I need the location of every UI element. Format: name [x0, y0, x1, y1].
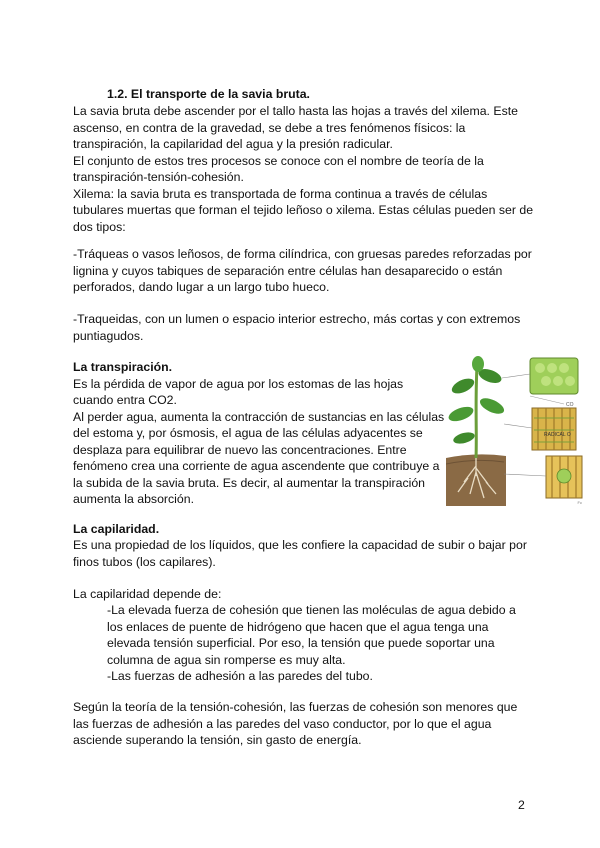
capilaridad-depends-line: -La elevada fuerza de cohesión que tienen las moléculas de agua debido a [107, 603, 516, 617]
intro-line: La savia bruta debe ascender por el tallo hasta las hojas a través del xilema. Este [73, 104, 518, 118]
capilaridad-depends-line: -Las fuerzas de adhesión a las paredes del tubo. [107, 669, 373, 683]
traqueas-line: lignina y cuyos tabiques de separación entre células han desaparecido o están [73, 264, 503, 278]
transpiracion-heading: La transpiración. [73, 360, 173, 374]
section-heading: 1.2. El transporte de la savia bruta. [107, 87, 310, 101]
capilaridad-depends-intro: La capilaridad depende de: [73, 587, 222, 601]
intro-line: Xilema: la savia bruta es transportada de forma continua a través de células [73, 187, 488, 201]
capilaridad-line: finos tubos (los capilares). [73, 555, 216, 569]
plant-xylem-illustration [446, 354, 584, 506]
conclusion-line: Según la teoría de la tensión-cohesión, las fuerzas de cohesión son menores que [73, 700, 518, 714]
transpiracion-line: del estoma y, por ósmosis, el agua de las células adyacentes se [73, 426, 423, 440]
intro-line: transpiración-tensión-cohesión. [73, 170, 244, 184]
traqueidas-line: puntiagudos. [73, 329, 144, 343]
intro-line: El conjunto de estos tres procesos se conoce con el nombre de teoría de la [73, 154, 484, 168]
capilaridad-heading: La capilaridad. [73, 522, 160, 536]
figure-label: RADICAL O [544, 432, 571, 438]
conclusion-line: las fuerzas de adhesión a las paredes del vaso conductor, por lo que el agua [73, 717, 492, 731]
capilaridad-depends-line: elevada tensión superficial. Por eso, la tensión que puede soportar una [107, 636, 495, 650]
intro-line: dos tipos: [73, 220, 126, 234]
transpiracion-line: desplaza para equilibrar de nuevo las concentraciones. Entre [73, 443, 407, 457]
capilaridad-depends-line: columna de agua sin romperse es muy alta. [107, 653, 346, 667]
transpiracion-line: aumenta la absorción. [73, 492, 194, 506]
traqueas-line: perforados, dando lugar a un largo tubo hueco. [73, 280, 330, 294]
transpiracion-line: Al perder agua, aumenta la contracción de sustancias en las células [73, 410, 445, 424]
svg-text:CO: CO [566, 402, 574, 408]
intro-line: transpiración, la capilaridad del agua y la presión radicular. [73, 137, 393, 151]
capilaridad-line: Es una propiedad de los líquidos, que les confiere la capacidad de subir o bajar por [73, 538, 527, 552]
transpiracion-line: cuando entra CO2. [73, 393, 177, 407]
traqueidas-line: -Traqueidas, con un lumen o espacio interior estrecho, más cortas y con extremos [73, 312, 521, 326]
svg-text:Fc: Fc [577, 500, 582, 505]
traqueas-line: -Tráqueas o vasos leñosos, de forma cilíndrica, con gruesas paredes reforzadas por [73, 247, 532, 261]
intro-line: tubulares muertas que forman el tejido leñoso o xilema. Estas células pueden ser de [73, 203, 534, 217]
transpiracion-line: fenómeno crea una corriente de agua ascendente que contribuye a [73, 459, 440, 473]
intro-line: ascenso, en contra de la gravedad, se debe a tres fenómenos físicos: la [73, 121, 466, 135]
conclusion-line: asciende superando la tensión, sin gasto de energía. [73, 733, 362, 747]
transpiracion-line: Es la pérdida de vapor de agua por los estomas de las hojas [73, 377, 404, 391]
page-number: 2 [518, 798, 525, 812]
capilaridad-depends-line: los enlaces de puente de hidrógeno que hacen que el agua tenga una [107, 620, 489, 634]
transpiracion-line: la subida de la savia bruta. Es decir, al aumentar la transpiración [73, 476, 426, 490]
